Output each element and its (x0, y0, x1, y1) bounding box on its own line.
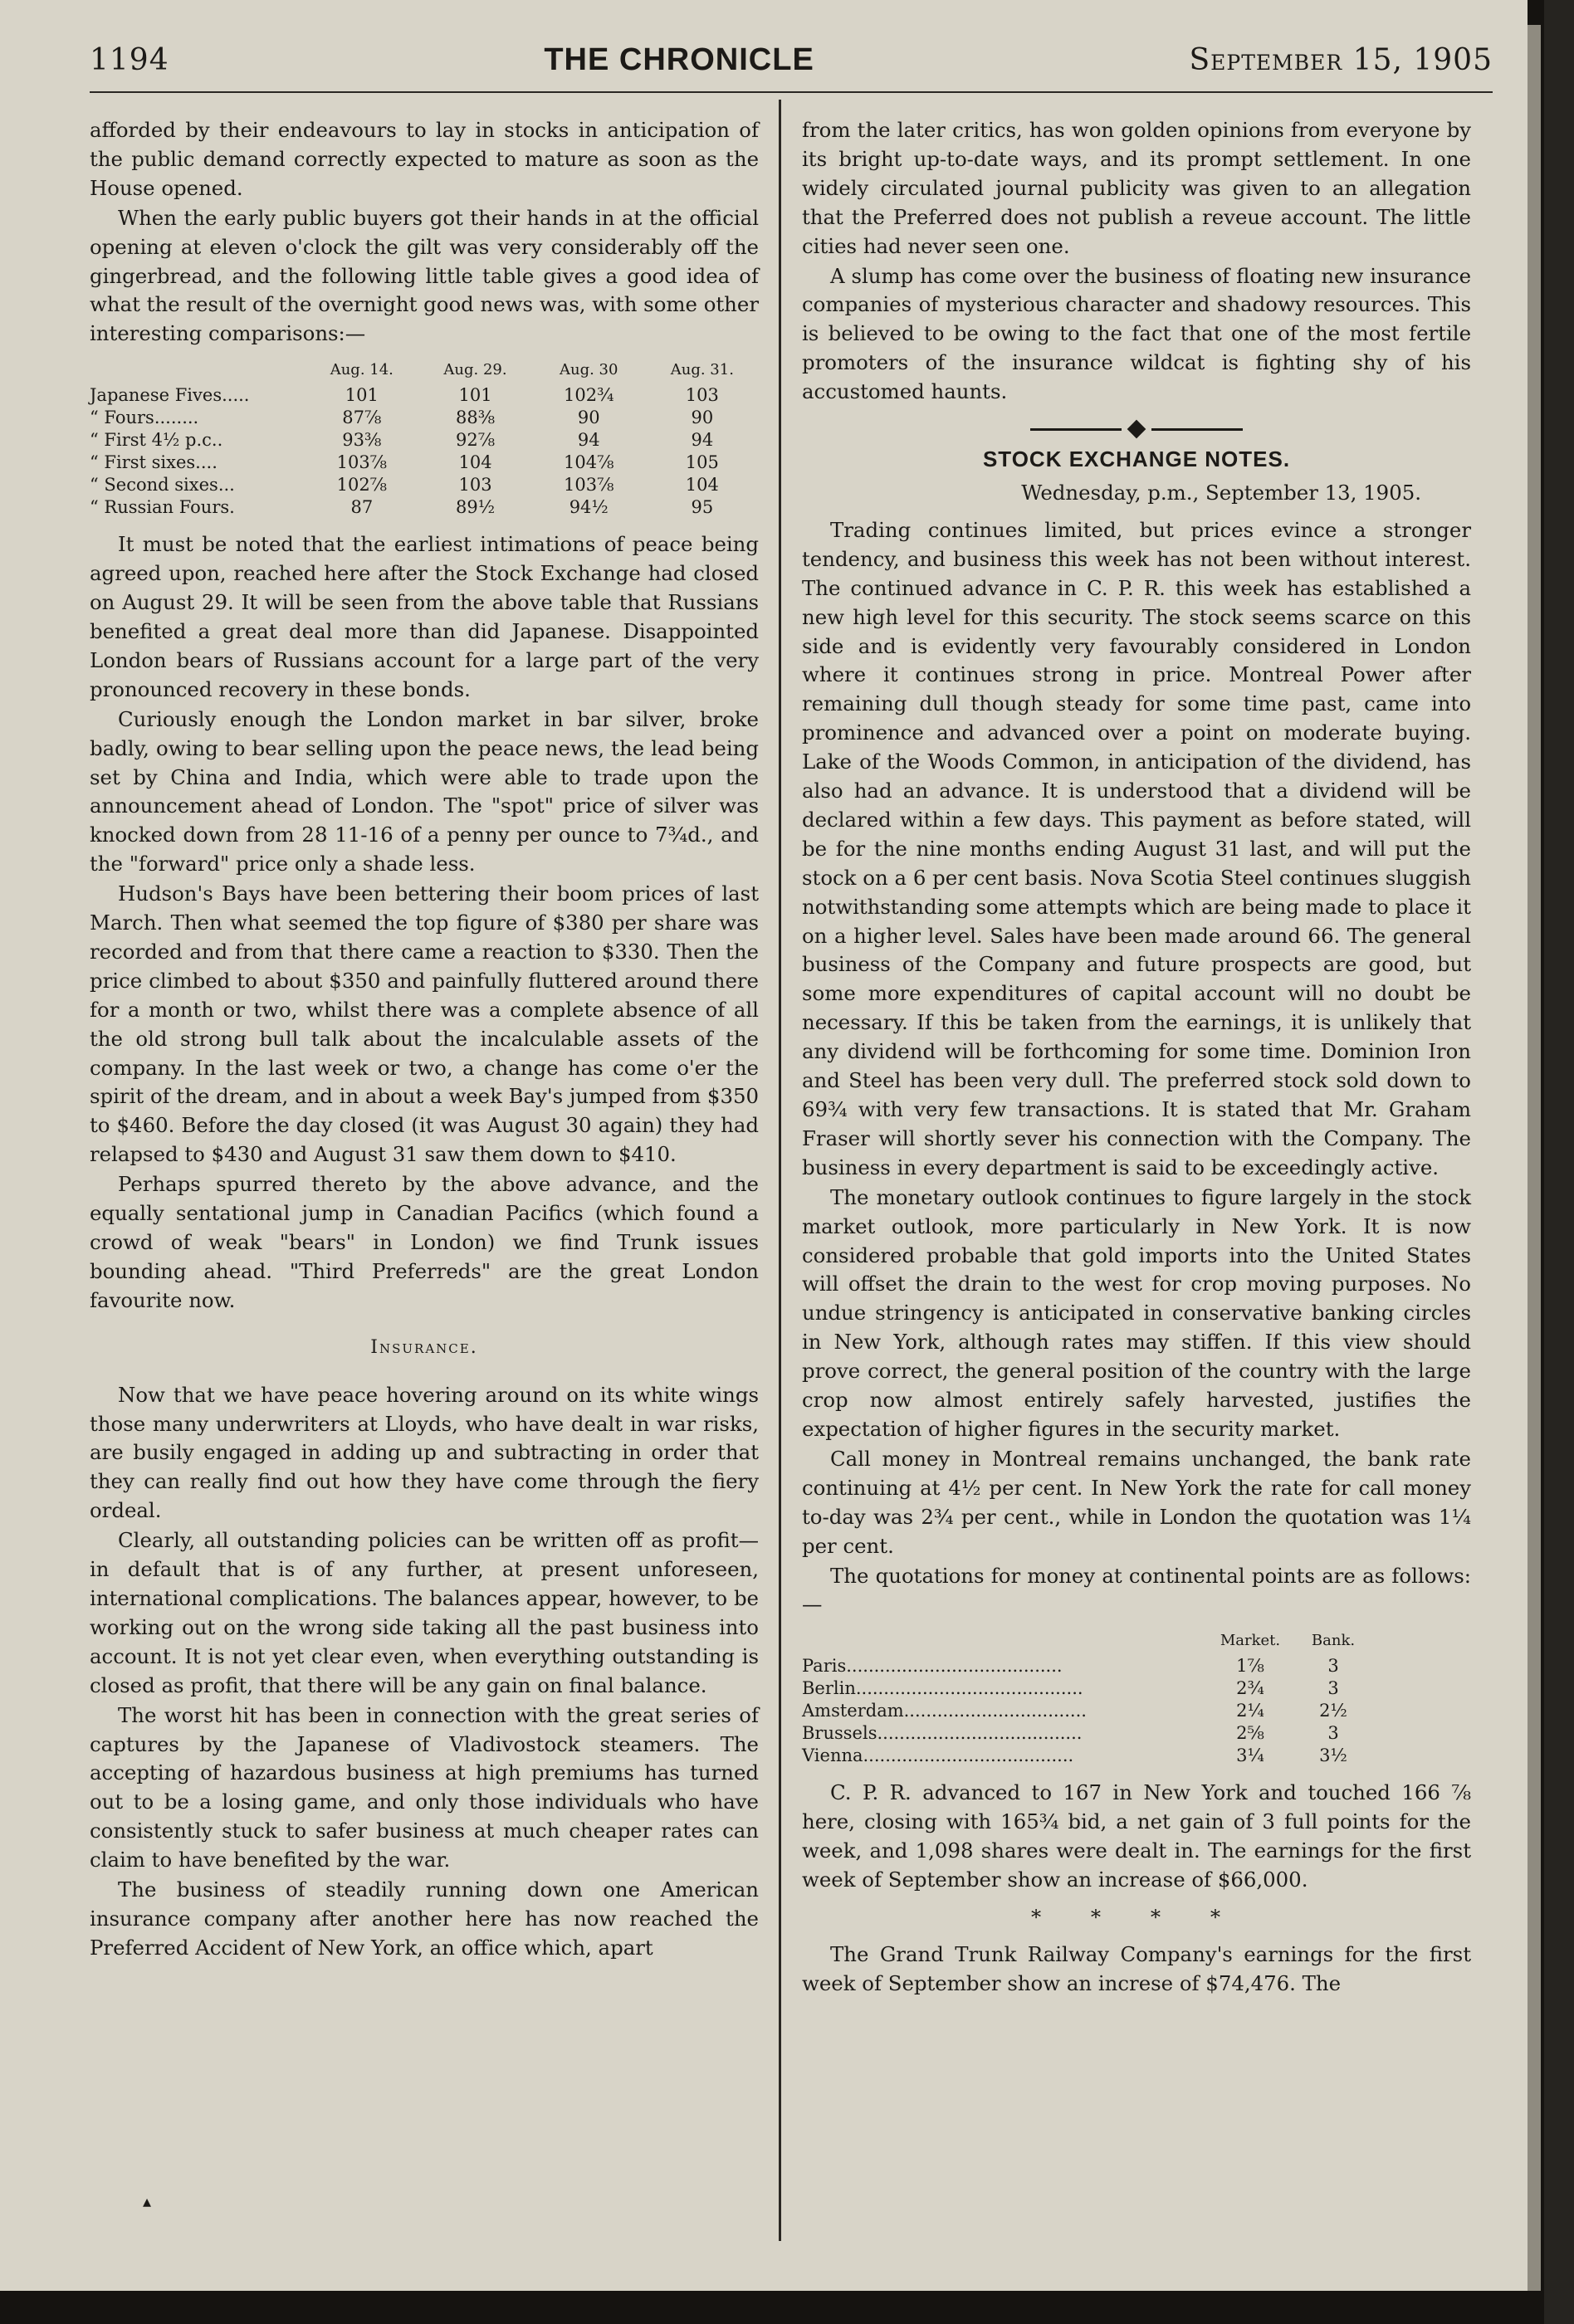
city-name: Paris....................................... (802, 1656, 1063, 1677)
table-cell: 104 (458, 452, 492, 473)
paragraph: afforded by their endeavours to lay in stocks in anticipation of the public demand correctly expected to mature as soon as the House opened. (90, 118, 759, 200)
table-cell: 87⅞ (342, 408, 382, 428)
page-edge-shadow (1528, 25, 1541, 2291)
table-header: Aug. 30 (559, 361, 618, 379)
printer-mark-icon: ▴ (143, 2191, 152, 2211)
scan-margin (1544, 0, 1574, 2324)
table-cell: 103 (458, 475, 492, 496)
left-column (90, 116, 759, 1963)
table-cell: 105 (685, 452, 719, 473)
table-cell: 3¼ (1236, 1745, 1264, 1766)
table-cell: 93⅜ (342, 430, 382, 451)
table-cell: 94½ (569, 497, 609, 518)
table-cell: 2¼ (1236, 1701, 1264, 1721)
table-cell: 3 (1327, 1678, 1339, 1699)
paragraph: The worst hit has been in connection with the great series of captures by the Japanese of Vladivostock steamers. The accepting of hazardous business at high premiums has turned out to be a losing game, and only those individuals who have consistently stuck to safer business at much cheaper rates can claim to have benefited by the war. (90, 1702, 759, 1872)
bond-name: “ Russian Fours. (90, 497, 235, 518)
table-header-row (90, 359, 759, 384)
bond-name: “ First 4½ p.c.. (90, 430, 223, 451)
table-cell: 1⅞ (1236, 1656, 1264, 1677)
dateline: Wednesday, p.m., September 13, 1905. (1021, 480, 1421, 505)
paragraph: The business of steadily running down one American insurance company after another here has now reached the Preferred Accident of New York, an office which, apart (90, 1877, 759, 1960)
table-row (90, 496, 759, 519)
paragraph: The quotations for money at continental points are as follows:— (802, 1563, 1471, 1617)
table-cell: 103 (685, 385, 719, 406)
city-name: Vienna...................................... (802, 1745, 1074, 1766)
paragraph: When the early public buyers got their hands in at the official opening at eleven o'clock the gilt was very considerably off the gingerbread, and the following little table gives a good idea of what the result of the overnight good news was, with some other interesting comparisons:— (90, 205, 759, 346)
paragraph: Now that we have peace hovering around on its white wings those many underwriters at Lloyds, who have dealt in war risks, are busily engaged in adding up and subtracting in order that they can really find out how they have come through the fiery ordeal. (90, 1382, 759, 1523)
table-cell: 3½ (1319, 1745, 1347, 1766)
table-cell: 103⅞ (336, 452, 388, 473)
table-cell: 104 (685, 475, 719, 496)
running-head (90, 37, 1493, 83)
paragraph: A slump has come over the business of floating new insurance companies of mysterious character and shadowy resources. This is believed to be owing to the fact that one of the most fertile promoters of the insurance wildcat is fighting shy of his accustomed haunts. (802, 263, 1471, 404)
japanese-bond-table (90, 359, 759, 519)
city-name: Berlin......................................... (802, 1678, 1083, 1699)
paragraph: Curiously enough the London market in bar silver, broke badly, owing to bear selling upon the peace news, the lead being set by China and India, which were able to trade upon the announcement ahead of London. The "spot" price of silver was knocked down from 28 11-16 of a penny per ounce to 7¾d., and the "forward" price only a shade less. (90, 706, 759, 876)
table-cell: 104⅞ (564, 452, 614, 473)
table-row (90, 384, 759, 407)
table-cell: 2¾ (1236, 1678, 1264, 1699)
paragraph: The Grand Trunk Railway Company's earnings for the first week of September show an increse of $74,476. The (802, 1941, 1471, 1995)
bond-name: “ Second sixes... (90, 475, 235, 496)
table-cell: 3 (1327, 1723, 1339, 1744)
table-cell: 102⅞ (336, 475, 388, 496)
paragraph: It must be noted that the earliest intimations of peace being agreed upon, reached here after the Stock Exchange had closed on August 29. It will be seen from the above table that Russians benefited a great deal more than did Japanese. Disappointed London bears of Russians account for a large part of the very pronounced recovery in these bonds. (90, 532, 759, 701)
table-row (802, 1745, 1375, 1767)
table-cell: 88⅜ (455, 408, 496, 428)
page-number: 1194 (90, 42, 169, 77)
table-row (802, 1700, 1375, 1722)
table-cell: 3 (1327, 1656, 1339, 1677)
table-header: Aug. 29. (443, 361, 507, 379)
paragraph: Trading continues limited, but prices evince a stronger tendency, and business this week has not been without interest. The continued advance in C. P. R. this week has established a new high level for this security. The stock seems scarce on this side and is evidently very favourably considered in London where it continues strong in price. Montreal Power after remaining dull though steady for some time past, came into prominence and advanced over a point on moderate buying. Lake of the Woods Common, in anticipation of the dividend, has also had an advance. It is understood that a dividend will be declared within a few days. This payment as before stated, will be for the nine months ending August 31 last, and will put the stock on a 6 per cent basis. Nova Scotia Steel continues sluggish notwithstanding some attempts which are being made to place it on a higher level. Sales have been made around 66. The general business of the Company and future prospects are good, but some more expenditures of capital account will no doubt be necessary. If this be taken from the earnings, it is unlikely that any dividend will be forthcoming for some time. Dominion Iron and Steel has been very dull. The preferred stock sold down to 69¾ with very few transactions. It is stated that Mr. Graham Fraser will shortly sever his connection with the Company. The business in every department is said to be exceedingly active. (802, 517, 1471, 1179)
table-cell: 101 (345, 385, 379, 406)
section-separator-stars: * * * * (1030, 1904, 1243, 1929)
table-row (90, 407, 759, 429)
table-cell: 87 (350, 497, 374, 518)
table-row (90, 474, 759, 496)
section-heading-stock-exchange: STOCK EXCHANGE NOTES. (982, 447, 1291, 472)
right-column (802, 116, 1471, 1999)
bond-name: “ First sixes.... (90, 452, 218, 473)
table-header: Aug. 31. (670, 361, 734, 379)
paragraph: Perhaps spurred thereto by the above advance, and the equally sentational jump in Canadian Pacifics (which found a crowd of weak "bears" in London) we find Trunk issues bounding ahead. "Third Preferreds" are the great London favourite now. (90, 1172, 759, 1312)
table-cell: 95 (691, 497, 714, 518)
table-cell: 94 (577, 430, 600, 451)
section-heading-insurance: Insurance. (370, 1336, 478, 1358)
diamond-ornament-icon (1127, 420, 1146, 439)
money-rates-table (802, 1629, 1375, 1767)
table-row (802, 1655, 1375, 1677)
header-rule (90, 91, 1493, 93)
table-row (90, 429, 759, 452)
bond-name: Japanese Fives..... (90, 385, 250, 406)
paragraph: The monetary outlook continues to figure largely in the stock market outlook, more particularly in New York. It is now considered probable that gold imports into the United States will offset the drain to the west for crop moving purposes. No undue stringency is anticipated in conservative banking circles in New York, although rates may stiffen. If this view should prove correct, the general position of the country with the large crop now almost entirely safely harvested, justifies the expectation of higher figures in the security market. (802, 1184, 1471, 1441)
table-cell: 92⅞ (455, 430, 496, 451)
table-row (90, 452, 759, 474)
paragraph: Hudson's Bays have been bettering their boom prices of last March. Then what seemed the top figure of $380 per share was recorded and from that there came a reaction to $330. Then the price climbed to about $350 and painfully fluttered around there for a month or two, whilst there was a complete absence of all the old strong bull talk about the incalculable assets of the company. In the last week or two, a change has come o'er the spirit of the dream, and in about a week Bay's jumped from $350 to $460. Before the day closed (it was August 30 again) they had relapsed to $430 and August 31 saw them down to $410. (90, 881, 759, 1167)
table-cell: 90 (577, 408, 600, 428)
paragraph: Clearly, all outstanding policies can be written off as profit—in default that is of any further, at present unforeseen, international complications. The balances appear, however, to be working out on the wrong side taking all the past business into account. It is not yet clear even, when everything outstanding is closed as profit, that there will be any gain on final balance. (90, 1528, 759, 1697)
table-header-row (802, 1629, 1375, 1655)
city-name: Amsterdam................................. (802, 1701, 1087, 1721)
table-cell: 2⅝ (1236, 1723, 1264, 1744)
table-cell: 2½ (1319, 1701, 1347, 1721)
table-cell: 90 (691, 408, 714, 428)
table-cell: 89½ (455, 497, 496, 518)
table-cell: 102¾ (564, 385, 614, 406)
table-header (802, 1629, 1209, 1655)
publication-title: THE CHRONICLE (544, 42, 814, 77)
table-header: Bank. (1311, 1632, 1356, 1650)
issue-date: September 15, 1905 (1189, 42, 1493, 77)
paragraph: C. P. R. advanced to 167 in New York and touched 166 ⅞ here, closing with 165¾ bid, a net gain of 3 full points for the week, and 1,098 shares were dealt in. The earnings for the first week of September show an increase of $66,000. (802, 1780, 1471, 1892)
table-cell: 101 (458, 385, 492, 406)
paragraph: Call money in Montreal remains unchanged, the bank rate continuing at 4½ per cent. In New York the rate for call money to-day was 2¾ per cent., while in London the quotation was 1¼ per cent. (802, 1446, 1471, 1558)
paragraph: from the later critics, has won golden opinions from everyone by its bright up-to-date ways, and its prompt settlement. In one widely circulated journal publicity was given to an allegation that the Preferred does not publish a reveue account. The little cities had never seen one. (802, 118, 1471, 258)
ornament-rule (1151, 428, 1243, 431)
table-header: Aug. 14. (330, 361, 394, 379)
table-row (802, 1677, 1375, 1700)
table-row (802, 1722, 1375, 1745)
table-header (90, 359, 305, 384)
table-cell: 94 (691, 430, 714, 451)
city-name: Brussels..................................... (802, 1723, 1083, 1744)
table-cell: 103⅞ (564, 475, 614, 496)
column-divider (779, 100, 781, 2241)
ornament-rule (1030, 428, 1122, 431)
section-ornament (802, 418, 1471, 440)
table-header: Market. (1220, 1632, 1281, 1650)
bond-name: “ Fours........ (90, 408, 199, 428)
